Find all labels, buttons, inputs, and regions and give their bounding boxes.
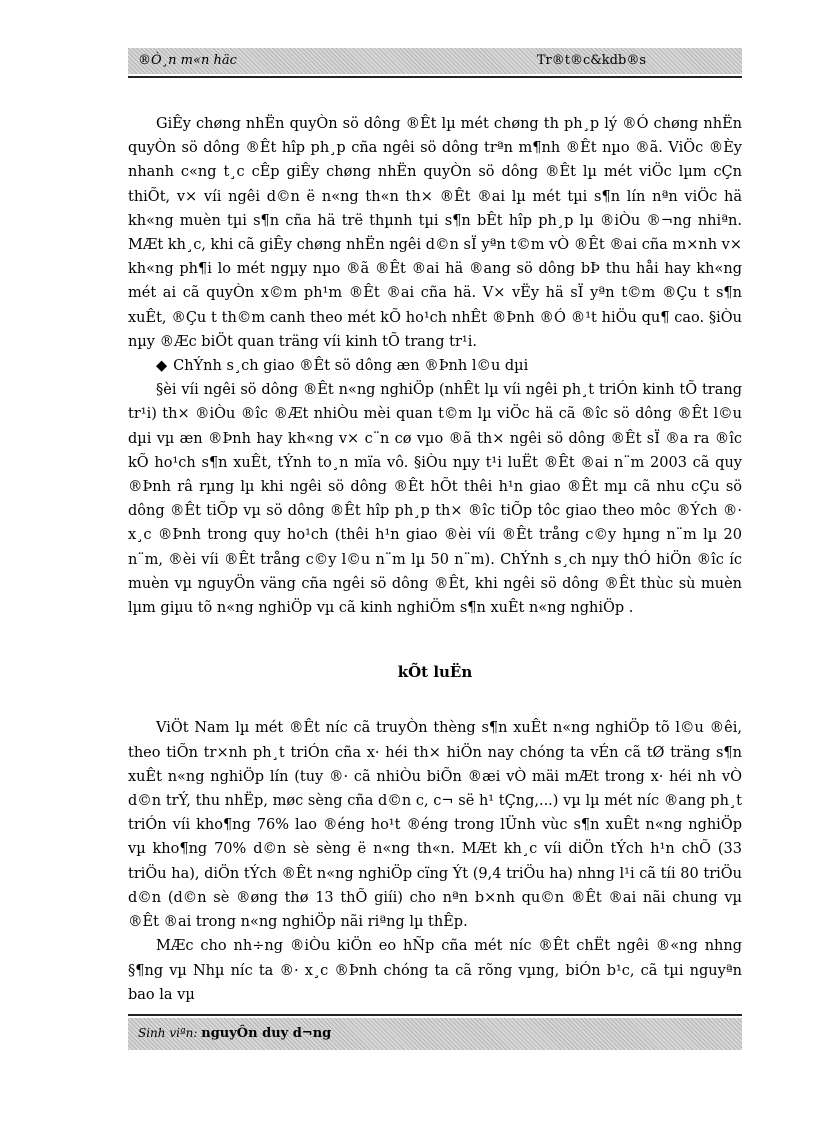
diamond-bullet-icon: ◆ — [156, 358, 168, 375]
paragraph-vietnam-agriculture: ViÖt Nam lµ mét ®Êt níc cã truyÒn thèng s¶n xuÊt n«ng nghiÖp tõ l©u ®êi, theo tiÕn tr×nh ph¸t triÓn cña x· héi th× hiÖn nay chóng ta vÉn cã tØ träng s¶n xuÊt n«ng nghiÖp lín (tuy ®· cã nhiÒu biÕn ®æi vÒ mäi mÆt trong x· héi nh vÒ d©n trÝ, thu nhËp, møc sèng cña d©n c, c¬ së h¹ tÇng,...) vµ lµ mét níc ®ang ph¸t triÓn víi kho¶ng 76% lao ®éng ho¹t ®éng trong lÜnh vùc s¶n xuÊt n«ng nghiÖp vµ kho¶ng 70% d©n sè sèng ë n«ng th«n. MÆt kh¸c víi diÖn tÝch h¹n chÕ (33 triÖu ha), diÖn tÝch ®Êt n«ng nghiÖp cïng Ýt (9,4 triÖu ha) nhng l¹i cã tíi 80 triÖu d©n (d©n sè ®øng thø 13 thÕ giíi) cho nªn b×nh qu©n ®Êt ®ai nãi chung vµ ®Êt ®ai trong n«ng nghiÖp nãi riªng lµ thÊp. — [128, 720, 742, 931]
paragraph-land-use: §èi víi ngêi sö dông ®Êt n«ng nghiÖp (nhÊt lµ víi ngêi ph¸t triÓn kinh tÕ trang tr¹i) th× ®iÒu ®îc ®Æt nhiÒu mèi quan t©m lµ viÖc hä cã ®îc sö dông ®Êt l©u dµi vµ æn ®Þnh hay kh«ng v× c¨n cø vµo ®ã th× ngêi sö dông ®Êt sÏ ®a ra ®îc kÕ ho¹ch s¶n xuÊt, tÝnh to¸n mïa vô. §iÒu nµy t¹i luËt ®Êt ®ai n¨m 2003 cã quy ®Þnh râ rµng lµ khi ngêi sö dông ®Êt hÕt thêi h¹n giao ®Êt mµ cã nhu cÇu sö dông ®Êt tiÕp vµ sö dông ®Êt hîp ph¸p th× ®îc tiÕp tôc giao theo môc ®Ých ®· x¸c ®Þnh trong quy ho¹ch (thêi h¹n giao ®èi víi ®Êt trång c©y hµng n¨m lµ 20 n¨m, ®èi víi ®Êt trång c©y l©u n¨m lµ 50 n¨m). ChÝnh s¸ch nµy thÓ hiÖn ®îc íc muèn vµ nguyÖn väng cña ngêi sö dông ®Êt, khi ngêi sö dông ®Êt thùc sù muèn lµm giµu tõ n«ng nghiÖp vµ cã kinh nghiÖm s¶n xuÊt n«ng nghiÖp . — [128, 382, 742, 617]
footer-divider — [128, 1014, 742, 1016]
bullet-item-land-policy — [128, 354, 742, 378]
header-right-text: Tr®t®c&kdb®s — [536, 53, 646, 68]
footer-label — [138, 1026, 331, 1041]
document-body — [128, 112, 742, 1007]
section-heading-conclusion: kÕt luËn — [397, 663, 473, 682]
student-name: nguyÔn duy d¬ng — [201, 1026, 332, 1041]
page-header — [128, 48, 742, 74]
page-footer — [128, 1018, 742, 1050]
paragraph-conditions: MÆc cho nh÷ng ®iÒu kiÖn eo hÑp cña mét níc ®Êt chËt ngêi ®«ng nhng §¶ng vµ Nhµ níc ta ®· x¸c ®Þnh chóng ta cã rõng vµng, biÓn b¹c, cã tµi nguyªn bao la vµ — [128, 938, 742, 1003]
header-left-text: ®Ò¸n m«n häc — [138, 53, 237, 68]
bullet-text: ChÝnh s¸ch giao ®Êt sö dông æn ®Þnh l©u dµi — [173, 358, 529, 375]
header-divider — [128, 76, 742, 78]
paragraph-certificate: GiÊy chøng nhËn quyÒn sö dông ®Êt lµ mét chøng th ph¸p lý ®Ó chøng nhËn quyÒn sö dông ®Êt hîp ph¸p cña ngêi sö dông trªn m¶nh ®Êt nµo ®ã. ViÖc ®Èy nhanh c«ng t¸c cÊp giÊy chøng nhËn quyÒn sö dông ®Êt lµ mét viÖc lµm cÇn thiÕt, v× víi ngêi d©n ë n«ng th«n th× ®Êt ®ai lµ mét tµi s¶n lín nªn viÖc hä kh«ng muèn tµi s¶n cña hä trë thµnh tµi s¶n bÊt hîp ph¸p lµ ®iÒu ®¬ng nhiªn. MÆt kh¸c, khi cã giÊy chøng nhËn ngêi d©n sÏ yªn t©m vÒ ®Êt ®ai cña m×nh v× kh«ng ph¶i lo mét ngµy nµo ®ã ®Êt ®ai hä ®ang sö dông bÞ thu håi hay kh«ng mét ai cã quyÒn x©m ph¹m ®Êt ®ai cña hä. V× vËy hä sÏ yªn t©m ®Çu t s¶n xuÊt, ®Çu t th©m canh theo mét kÕ ho¹ch nhÊt ®Þnh ®Ó ®¹t hiÖu qu¶ cao. §iÒu nµy ®Æc biÖt quan träng víi kinh tÕ trang tr¹i. — [128, 116, 742, 350]
footer-label-text: Sinh viªn: — [138, 1026, 198, 1040]
